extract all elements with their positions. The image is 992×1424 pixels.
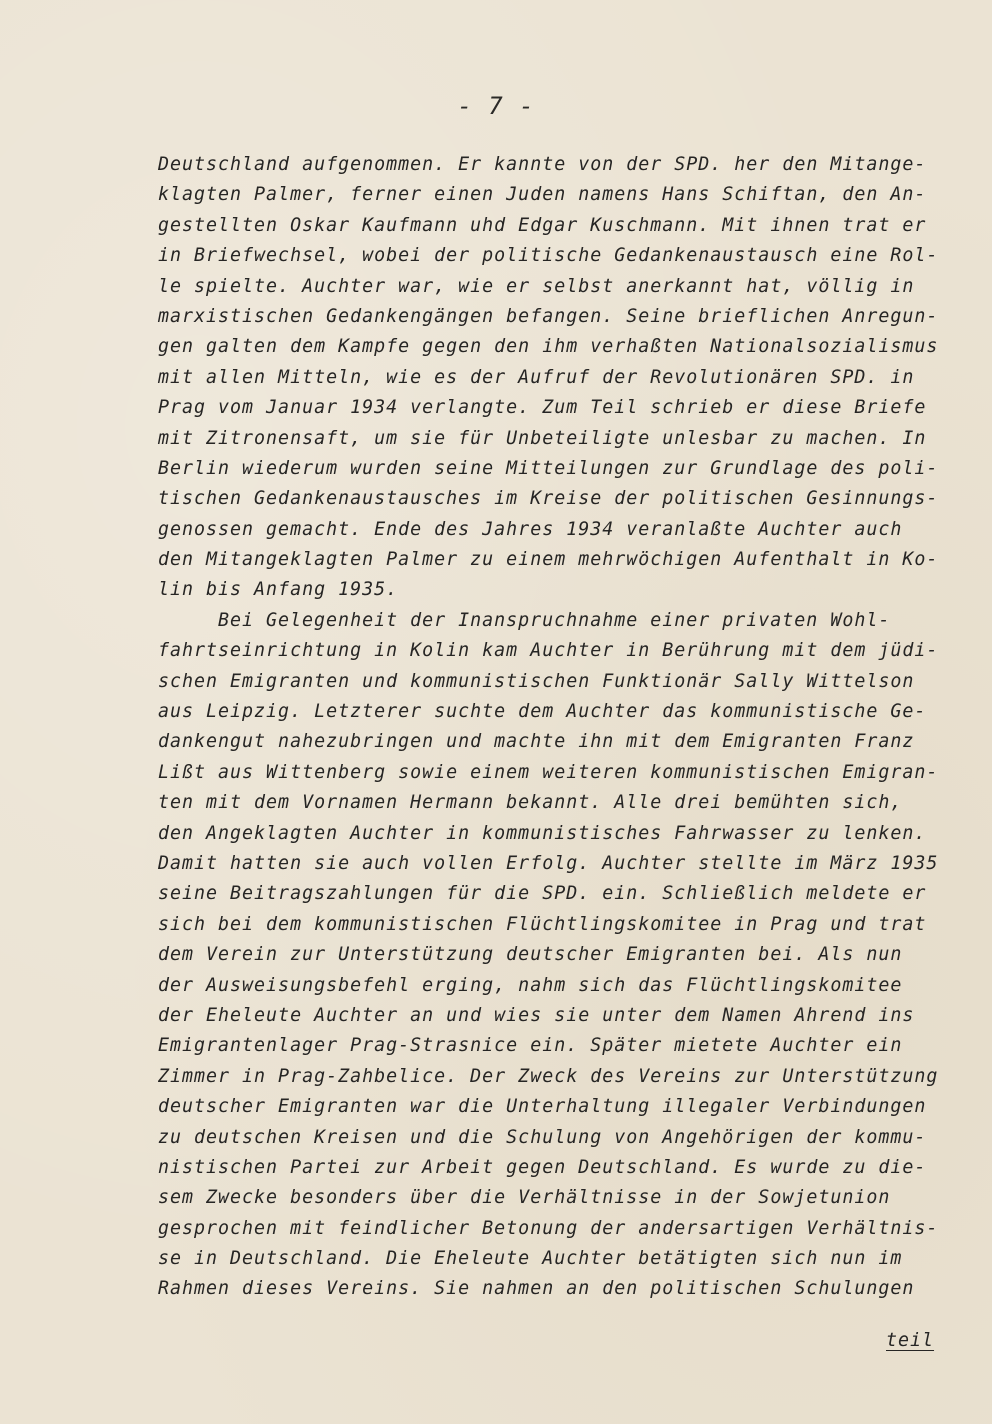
text-line: der Ausweisungsbefehl erging, nahm sich das Flüchtlingskomitee — [158, 974, 903, 996]
text-line: mit Zitronensaft, um sie für Unbeteiligte unlesbar zu machen. In — [158, 427, 927, 449]
text-line: klagten Palmer, ferner einen Juden namens Hans Schiftan, den An- — [158, 184, 927, 206]
text-line: den Mitangeklagten Palmer zu einem mehrwöchigen Aufenthalt in Ko- — [158, 549, 939, 571]
text-line: Deutschland aufgenommen. Er kannte von der SPD. her den Mitange- — [158, 154, 927, 175]
text-line: lin bis Anfang 1935. — [158, 579, 399, 601]
text-line: Lißt aus Wittenberg sowie einem weiteren kommunistischen Emigran- — [158, 761, 939, 783]
text-line: gesprochen mit feindlicher Betonung der andersartigen Verhältnis- — [158, 1217, 939, 1239]
text-line: sich bei dem kommunistischen Flüchtlingskomitee in Prag und trat — [158, 913, 927, 935]
text-line: Prag vom Januar 1934 verlangte. Zum Teil schrieb er diese Briefe — [158, 397, 927, 419]
text-line: ten mit dem Vornamen Hermann bekannt. Alle drei bemühten sich, — [158, 792, 903, 814]
text-line: le spielte. Auchter war, wie er selbst anerkannt hat, völlig in — [158, 275, 915, 297]
page-number: - 7 - — [457, 92, 535, 120]
text-line: genossen gemacht. Ende des Jahres 1934 veranlaßte Auchter auch — [158, 518, 903, 540]
text-line: dankengut nahezubringen und machte ihn mit dem Emigranten Franz — [158, 731, 915, 753]
text-line: dem Verein zur Unterstützung deutscher Emigranten bei. Als nun — [158, 944, 903, 966]
text-line: se in Deutschland. Die Eheleute Auchter betätigten sich nun im — [158, 1248, 903, 1270]
text-line: der Eheleute Auchter an und wies sie unter dem Namen Ahrend ins — [158, 1004, 915, 1026]
text-line: deutscher Emigranten war die Unterhaltung illegaler Verbindungen — [158, 1096, 927, 1118]
text-line: zu deutschen Kreisen und die Schulung von Angehörigen der kommu- — [158, 1126, 927, 1148]
text-line: gen galten dem Kampfe gegen den ihm verhaßten Nationalsozialismus — [158, 336, 939, 358]
text-line: Berlin wiederum wurden seine Mitteilungen zur Grundlage des poli- — [158, 457, 939, 479]
paragraph-start-line: Bei Gelegenheit der Inanspruchnahme einer privaten Wohl- — [218, 609, 891, 631]
body-text — [158, 150, 978, 1305]
text-line: gestellten Oskar Kaufmann uhd Edgar Kuschmann. Mit ihnen trat er — [158, 214, 927, 236]
text-line: den Angeklagten Auchter in kommunistisches Fahrwasser zu lenken. — [158, 822, 927, 844]
text-line: in Briefwechsel, wobei der politische Gedankenaustausch eine Rol- — [158, 245, 939, 267]
text-line: tischen Gedankenaustausches im Kreise der politischen Gesinnungs- — [158, 488, 939, 510]
text-line: Zimmer in Prag-Zahbelice. Der Zweck des Vereins zur Unterstützung — [158, 1065, 939, 1087]
text-line: Emigrantenlager Prag-Strasnice ein. Später mietete Auchter ein — [158, 1035, 903, 1057]
text-line: nistischen Partei zur Arbeit gegen Deutschland. Es wurde zu die- — [158, 1156, 927, 1178]
text-line: aus Leipzig. Letzterer suchte dem Auchter das kommunistische Ge- — [158, 701, 927, 723]
text-line: Damit hatten sie auch vollen Erfolg. Auchter stellte im März 1935 — [158, 852, 939, 874]
text-line: sem Zwecke besonders über die Verhältnisse in der Sowjetunion — [158, 1187, 891, 1209]
text-line: marxistischen Gedankengängen befangen. Seine brieflichen Anregun- — [158, 305, 939, 327]
text-line: fahrtseinrichtung in Kolin kam Auchter in Berührung mit dem jüdi- — [158, 640, 939, 662]
text-line: mit allen Mitteln, wie es der Aufruf der Revolutionären SPD. in — [158, 366, 915, 388]
text-line: seine Beitragszahlungen für die SPD. ein. Schließlich meldete er — [158, 883, 927, 905]
catchword: teil — [886, 1330, 935, 1351]
text-line: schen Emigranten und kommunistischen Funktionär Sally Wittelson — [158, 670, 915, 692]
text-line: Rahmen dieses Vereins. Sie nahmen an den politischen Schulungen — [158, 1278, 915, 1300]
